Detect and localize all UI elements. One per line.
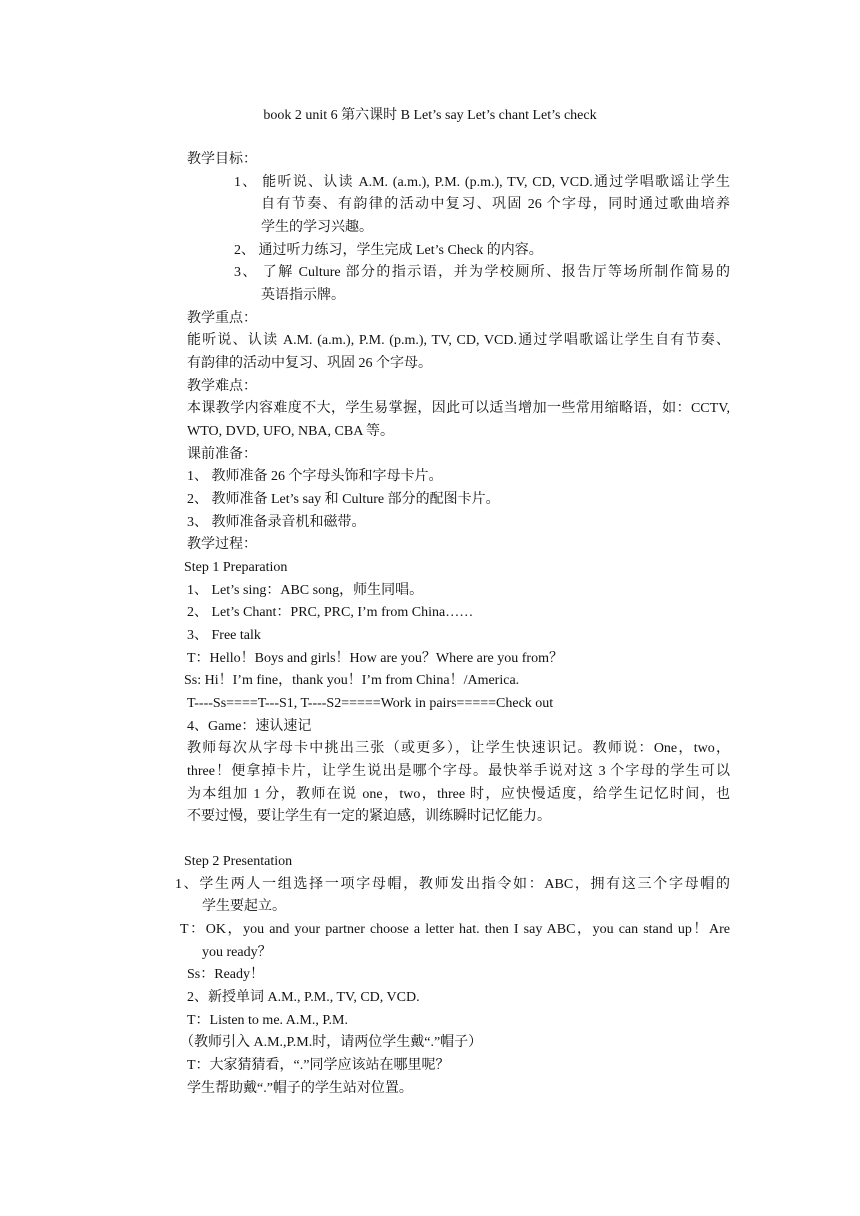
- objective-item-3: 3、 了解 Culture 部分的指示语，并为学校厕所、报告厅等场所制作简易的: [234, 265, 730, 280]
- section-heading-preparation: 课前准备：: [187, 447, 257, 462]
- step-2-heading: Step 2 Presentation: [184, 854, 293, 869]
- section-heading-procedure: 教学过程：: [187, 537, 257, 552]
- game-description-continued: 为本组加 1 分，教师在说 one，two，three 时，应快慢适度，给学生记忆时间，也: [187, 787, 730, 802]
- difficulties-text-continued: WTO, DVD, UFO, NBA, CBA 等。: [187, 424, 395, 439]
- difficulties-text: 本课教学内容难度不大，学生易掌握，因此可以适当增加一些常用缩略语，如：CCTV,: [187, 401, 730, 416]
- step-1-item-2: 2、 Let’s Chant：PRC, PRC, I’m from China……: [187, 605, 474, 620]
- step-2-item-1-continued: 学生要起立。: [202, 899, 286, 914]
- game-description: 教师每次从字母卡中挑出三张（或更多），让学生快速识记。教师说：One，two，: [187, 741, 730, 756]
- section-heading-key-points: 教学重点：: [187, 311, 257, 326]
- objective-item-2: 2、 通过听力练习，学生完成 Let’s Check 的内容。: [234, 243, 543, 258]
- objective-item-1-continued: 自有节奏、有韵律的活动中复习、巩固 26 个字母，同时通过歌曲培养: [261, 197, 730, 212]
- step-1-item-3: 3、 Free talk: [187, 628, 261, 643]
- objective-item-1-continued: 学生的学习兴趣。: [261, 220, 373, 235]
- dialogue-line-teacher: T：Hello！Boys and girls！How are you？Where are you from？: [187, 651, 563, 666]
- dialogue-line-teacher: T：大家猜猜看，“.”同学应该站在哪里呢？: [187, 1058, 450, 1073]
- preparation-item-2: 2、 教师准备 Let’s say 和 Culture 部分的配图卡片。: [187, 492, 500, 507]
- teacher-note: （教师引入 A.M.,P.M.时，请两位学生戴“.”帽子）: [180, 1035, 483, 1050]
- game-description-continued: three！便拿掉卡片，让学生说出是哪个字母。最快举手说对这 3 个字母的学生可以: [187, 764, 730, 779]
- dialogue-line-teacher: T：Listen to me. A.M., P.M.: [187, 1013, 349, 1028]
- interaction-flow: T----Ss====T---S1, T----S2=====Work in pairs=====Check out: [187, 696, 554, 711]
- preparation-item-3: 3、 教师准备录音机和磁带。: [187, 515, 366, 530]
- dialogue-line-teacher-continued: you ready？: [202, 945, 272, 960]
- dialogue-line-teacher: T：OK，you and your partner choose a letter hat. then I say ABC，you can stand up！Are: [180, 922, 730, 937]
- objective-item-1: 1、 能听说、认读 A.M. (a.m.), P.M. (p.m.), TV, CD, VCD.通过学唱歌谣让学生: [234, 175, 730, 190]
- section-heading-objectives: 教学目标：: [187, 152, 257, 167]
- key-points-text-continued: 有韵律的活动中复习、巩固 26 个字母。: [187, 356, 432, 371]
- preparation-item-1: 1、 教师准备 26 个字母头饰和字母卡片。: [187, 469, 443, 484]
- game-description-continued: 不要过慢，要让学生有一定的紧迫感，训练瞬时记忆能力。: [187, 809, 551, 824]
- dialogue-line-students: Ss: Hi！I’m fine，thank you！I’m from China！/America.: [184, 673, 520, 688]
- dialogue-line-students: Ss：Ready！: [187, 967, 264, 982]
- step-2-item-1: 1、学生两人一组选择一项字母帽，教师发出指令如：ABC，拥有这三个字母帽的: [175, 877, 730, 892]
- step-1-heading: Step 1 Preparation: [184, 560, 288, 575]
- step-2-item-2: 2、新授单词 A.M., P.M., TV, CD, VCD.: [187, 990, 420, 1005]
- section-heading-difficulties: 教学难点：: [187, 379, 257, 394]
- key-points-text: 能听说、认读 A.M. (a.m.), P.M. (p.m.), TV, CD, VCD.通过学唱歌谣让学生自有节奏、: [187, 333, 730, 348]
- document-title: book 2 unit 6 第六课时 B Let’s say Let’s chant Let’s check: [263, 108, 597, 123]
- step-1-item-4: 4、Game：速认速记: [187, 719, 312, 734]
- step-1-item-1: 1、 Let’s sing：ABC song，师生同唱。: [187, 583, 424, 598]
- student-action: 学生帮助戴“.”帽子的学生站对位置。: [187, 1081, 413, 1096]
- objective-item-3-continued: 英语指示牌。: [261, 288, 345, 303]
